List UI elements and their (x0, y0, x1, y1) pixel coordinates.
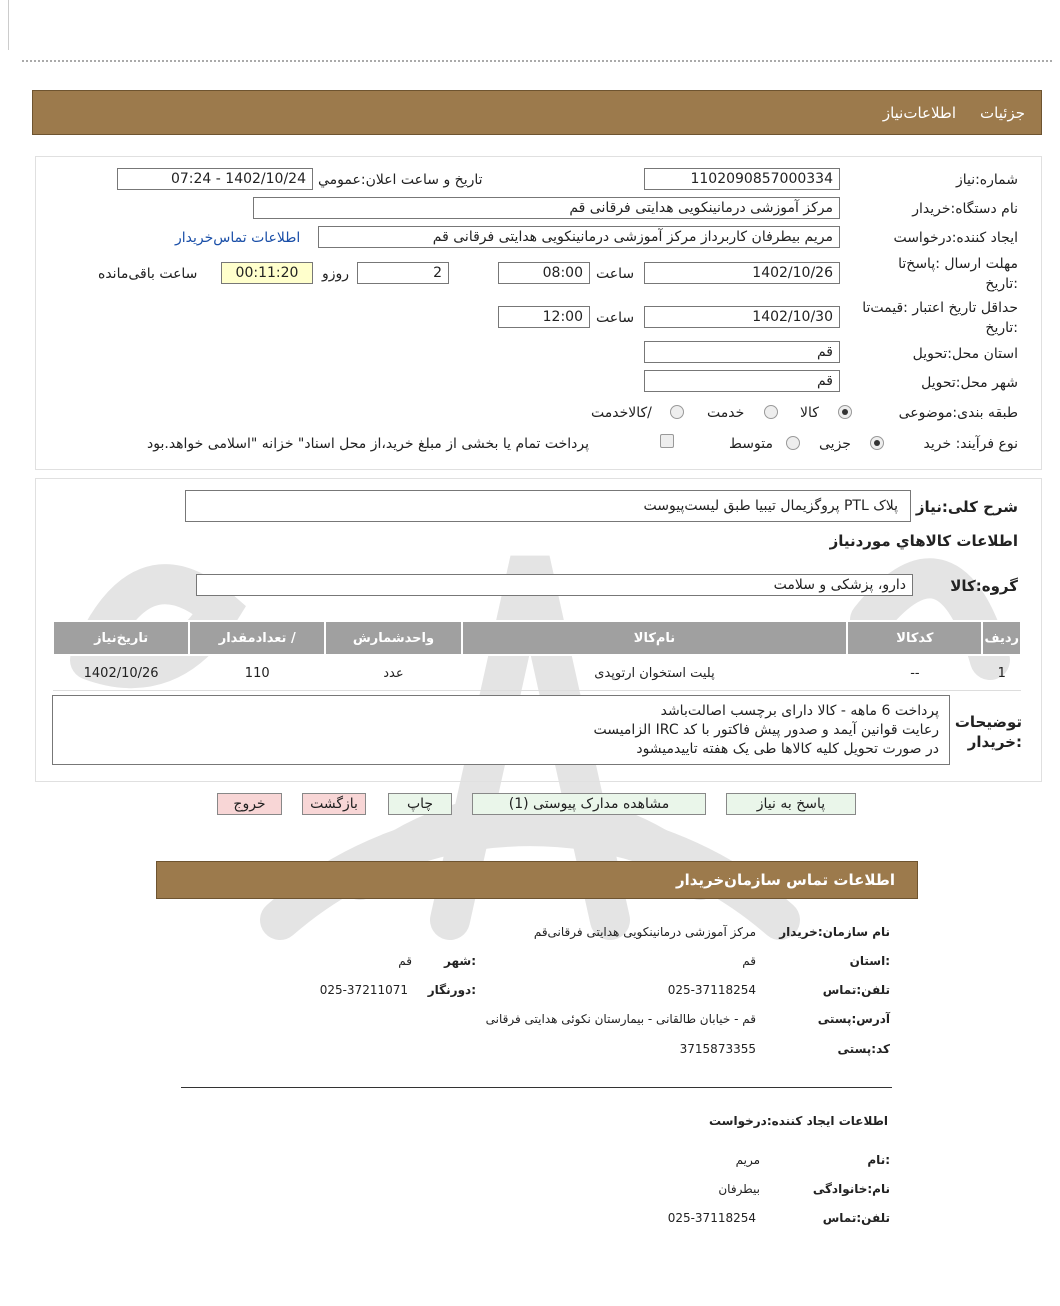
days-label: روزو (322, 266, 350, 282)
process-partial-radio[interactable] (870, 436, 884, 450)
tab-need-info[interactable]: اطلاعات‌نیاز (882, 103, 957, 122)
category-goods-label: کالا (800, 405, 819, 421)
category-both-label: /کالاخدمت (591, 405, 652, 421)
contact-postal-label: کد:پستی (837, 1042, 890, 1056)
creator-name-value: مریم (735, 1153, 760, 1167)
process-label: نوع فرآیند: خرید (923, 436, 1018, 452)
creator-family-value: بیطرفان (718, 1182, 760, 1196)
col-quantity: / تعدادمقدار (189, 621, 325, 655)
category-goods-radio[interactable] (838, 405, 852, 419)
col-goods-name: نام‌کالا (462, 621, 848, 655)
province-field: قم (644, 341, 840, 363)
validity-hour-label: ساعت (596, 310, 635, 326)
buyer-label: نام دستگاه:خریدار (912, 201, 1018, 217)
cell-row-number: 1 (982, 655, 1021, 691)
group-label: گروه:کالا (950, 577, 1018, 595)
tab-details[interactable]: جزئیات (980, 103, 1025, 122)
contact-org-label: نام سازمان:خریدار (779, 925, 890, 939)
contact-city-label: :شهر (444, 954, 476, 968)
col-goods-code: کدکالا (847, 621, 982, 655)
buyer-notes-box (52, 695, 950, 765)
validity-date-field: 1402/10/30 (644, 306, 840, 328)
reply-to-need-button[interactable]: پاسخ به نیاز (726, 793, 856, 815)
print-button[interactable]: چاپ (388, 793, 452, 815)
table-row (53, 655, 1021, 691)
process-partial-label: جزیی (819, 436, 851, 452)
goods-info-title: اطلاعات کالاهاي موردنياز (829, 532, 1018, 550)
contact-fax-label: :دورنگار (427, 983, 476, 997)
view-attachments-button[interactable]: مشاهده مدارک پیوستی (1) (472, 793, 706, 815)
category-service-label: خدمت (707, 405, 745, 421)
contact-title: اطلاعات تماس سازمان‌خریدار (675, 871, 895, 889)
contact-postal-value: 3715873355 (679, 1042, 756, 1056)
days-field: 2 (357, 262, 449, 284)
col-unit: واحدشمارش (325, 621, 461, 655)
deadline-label-line2: :تاریخ (985, 276, 1018, 292)
contact-header-bar (156, 861, 918, 899)
buyer-note-line-1: پرداخت 6 ماهه - کالا دارای برچسب اصالت‌باشد (660, 703, 939, 719)
goods-table (52, 620, 1022, 691)
category-label: طبقه بندی:موضوعی (898, 405, 1018, 421)
creator-info-title: اطلاعات ایجاد کننده:درخواست (708, 1114, 888, 1128)
remaining-time-field: 00:11:20 (221, 262, 313, 284)
cell-quantity: 110 (189, 655, 325, 691)
buyer-contact-link[interactable]: اطلاعات تماس‌خریدار (175, 230, 301, 246)
cell-goods-code: -- (847, 655, 982, 691)
process-medium-label: متوسط (729, 436, 773, 452)
city-field: قم (644, 370, 840, 392)
deadline-time-field: 08:00 (498, 262, 590, 284)
cell-goods-name: پلیت استخوان ارتوپدی (462, 655, 848, 691)
col-row-number: ردیف (982, 621, 1021, 655)
contact-org-value: مرکز آموزشی درمانینکویی هدایتی فرقانی‌قم (533, 925, 756, 939)
creator-family-label: نام:خانوادگی (812, 1182, 890, 1196)
need-number-label: شماره:نیاز (955, 172, 1018, 188)
goods-table-header (53, 621, 1021, 655)
general-desc-field: پلاک PTL پروگزیمال تیبیا طبق لیست‌پیوست (185, 490, 911, 522)
buyer-notes-label-line2: :خریدار (967, 733, 1022, 751)
treasury-payment-note: پرداخت تمام یا بخشی از مبلغ خرید،از محل اسناد" خزانه "اسلامی خواهد.بود (147, 436, 590, 452)
remaining-label: ساعت باقی‌مانده (98, 266, 198, 282)
deadline-label-line1: مهلت ارسال :پاسخ‌تا (898, 256, 1018, 272)
buyer-note-line-2: رعایت قوانین آیمد و صدور پیش فاکتور با کد IRC الزامیست (593, 722, 939, 738)
col-need-date: تاریخ‌نیاز (53, 621, 189, 655)
creator-phone-label: تلفن:تماس (822, 1211, 890, 1225)
buyer-note-line-3: در صورت تحویل کلیه کالاها طی یک هفته تاییدمیشود (636, 741, 939, 757)
creator-label: ایجاد کننده:درخواست (893, 230, 1018, 246)
creator-field: مریم بیطرفان کاربرداز مرکز آموزشی درمانینکویی هدایتی فرقانی قم (318, 226, 840, 248)
city-label: شهر محل:تحویل (921, 375, 1018, 391)
back-button[interactable]: بازگشت (302, 793, 366, 815)
process-medium-radio[interactable] (786, 436, 800, 450)
province-label: استان محل:تحویل (912, 346, 1018, 362)
contact-province-label: :استان (849, 954, 890, 968)
validity-time-field: 12:00 (498, 306, 590, 328)
need-number-field: 1102090857000334 (644, 168, 840, 190)
validity-label-line1: حداقل تاریخ اعتبار :قیمت‌تا (862, 300, 1018, 316)
deadline-date-field: 1402/10/26 (644, 262, 840, 284)
creator-phone-value: 025-37118254 (667, 1211, 756, 1225)
exit-button[interactable]: خروج (217, 793, 282, 815)
category-service-radio[interactable] (764, 405, 778, 419)
contact-province-value: قم (742, 954, 756, 968)
contact-fax-value: 025-37211071 (319, 983, 408, 997)
deadline-hour-label: ساعت (596, 266, 635, 282)
contact-phone-label: تلفن:تماس (822, 983, 890, 997)
announce-label: تاریخ و ساعت اعلان:عمومي (318, 172, 483, 188)
cell-need-date: 1402/10/26 (53, 655, 189, 691)
creator-name-label: :نام (867, 1153, 890, 1167)
buyer-notes-label-line1: توضیحات (954, 713, 1022, 731)
category-both-radio[interactable] (670, 405, 684, 419)
details-header-bar (32, 90, 1042, 135)
dotted-separator (22, 60, 1052, 62)
group-field: دارو، پزشکی و سلامت (196, 574, 913, 596)
contact-address-label: آدرس:پستی (817, 1012, 890, 1026)
announce-field: 1402/10/24 - 07:24 (117, 168, 313, 190)
contact-city-value: قم (398, 954, 412, 968)
validity-label-line2: :تاریخ (985, 320, 1018, 336)
contact-divider (181, 1087, 892, 1088)
contact-address-value: قم - خیابان طالقانی - بیمارستان نکوئی هدایتی فرقانی (485, 1012, 756, 1026)
buyer-field: مرکز آموزشی درمانینکویی هدایتی فرقانی قم (253, 197, 840, 219)
cell-unit: عدد (325, 655, 461, 691)
treasury-payment-checkbox[interactable] (660, 434, 674, 448)
general-desc-label: شرح کلی:نیاز (915, 498, 1018, 516)
left-border-line (8, 0, 9, 50)
contact-phone-value: 025-37118254 (667, 983, 756, 997)
